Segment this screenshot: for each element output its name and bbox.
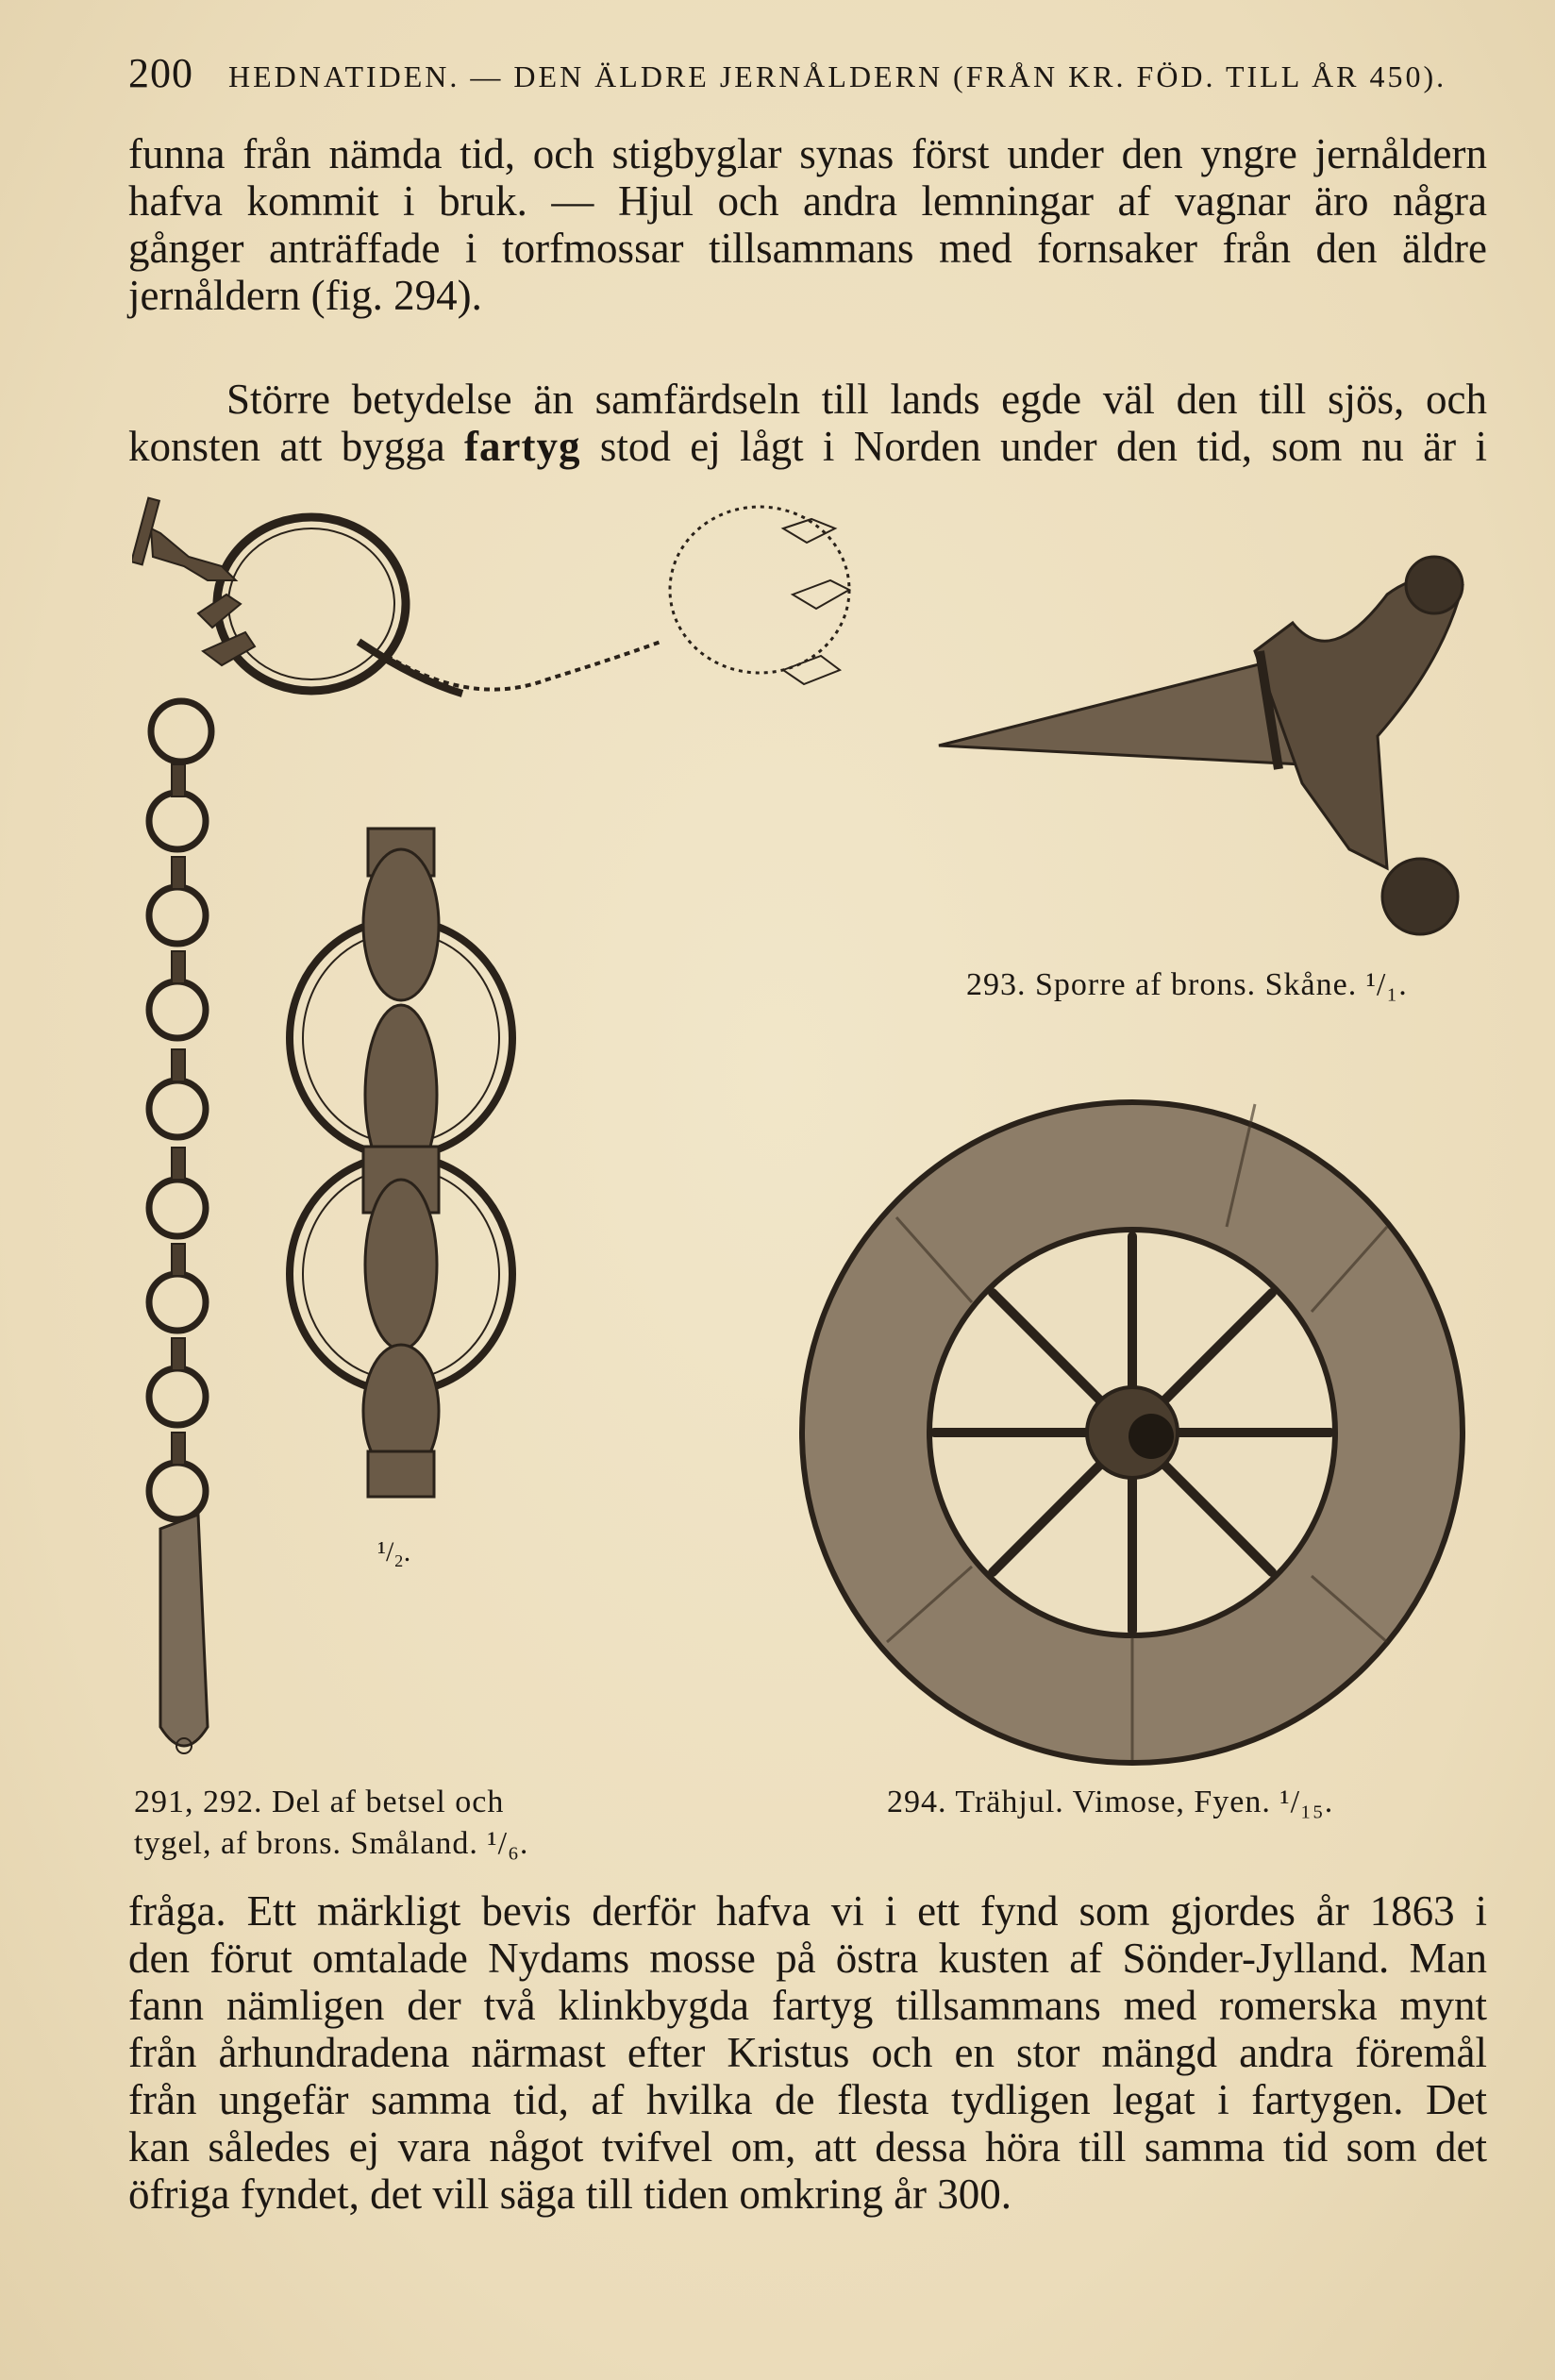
text-line: jernåldern (fig. 294). [128, 272, 482, 319]
text-line: fråga. Ett märkligt bevis derför hafva vi i ett fynd som gjordes år 1863 i [128, 1887, 1487, 1935]
text-line: kan således ej vara något tvifvel om, att dessa höra till samma tid som det [128, 2123, 1487, 2170]
paragraph-3 [128, 1887, 1487, 2218]
caption-line: tygel, af brons. Småland. ¹/₆. [134, 1826, 529, 1861]
text-fragment: stod ej lågt i Norden under den tid, som nu är i [580, 423, 1487, 470]
fig-294-caption: 294. Trähjul. Vimose, Fyen. ¹/₁₅. [887, 1785, 1334, 1819]
chain-strap-illustration [132, 679, 236, 1774]
page-number: 200 [128, 50, 193, 96]
emphasis-fartyg: fartyg [464, 423, 581, 470]
text-line: den förut omtalade Nydams mosse på östra kusten af Sönder-Jylland. Man [128, 1935, 1487, 1982]
text-line: från ungefär samma tid, af hvilka de flesta tydligen legat i fartygen. Det [128, 2076, 1487, 2123]
text-line: Större betydelse än samfärdseln till lands egde väl den till sjös, och [226, 376, 1487, 423]
text-line: funna från nämda tid, och stigbyglar synas först under den yngre jernåldern [128, 130, 1487, 177]
paragraph-2 [128, 376, 1487, 470]
page-header [128, 49, 1449, 106]
bronze-spur-illustration [934, 528, 1481, 953]
wooden-wheel-illustration [783, 1085, 1481, 1774]
caption-line: 291, 292. Del af betsel och [134, 1785, 505, 1819]
fig-293-caption: 293. Sporre af brons. Skåne. ¹/₁. [966, 967, 1408, 1002]
fig-291-292-caption [134, 1782, 528, 1865]
text-line: öfriga fyndet, det vill säga till tiden omkring år 300. [128, 2170, 1012, 2218]
text-line: fann nämligen der två klinkbygda fartyg tillsammans med romerska mynt [128, 1982, 1487, 2029]
text-line: gånger anträffade i torfmossar tillsammans med fornsaker från den äldre [128, 225, 1487, 272]
text-line [128, 423, 1487, 470]
rein-ornament-illustration [274, 821, 528, 1500]
text-fragment: konsten att bygga [128, 423, 465, 470]
running-title: HEDNATIDEN. — DEN ÄLDRE JERNÅLDERN (FRÅN KR. FÖD. TILL ÅR 450). [228, 59, 1447, 93]
text-line: från århundradena närmast efter Kristus och en stor mängd andra föremål [128, 2029, 1487, 2076]
text-line: hafva kommit i bruk. — Hjul och andra lemningar af vagnar äro några [128, 177, 1487, 225]
bridle-bit-illustration [132, 491, 906, 755]
paragraph-1 [128, 130, 1487, 319]
fig-292-scale: ¹/₂. [377, 1536, 411, 1567]
